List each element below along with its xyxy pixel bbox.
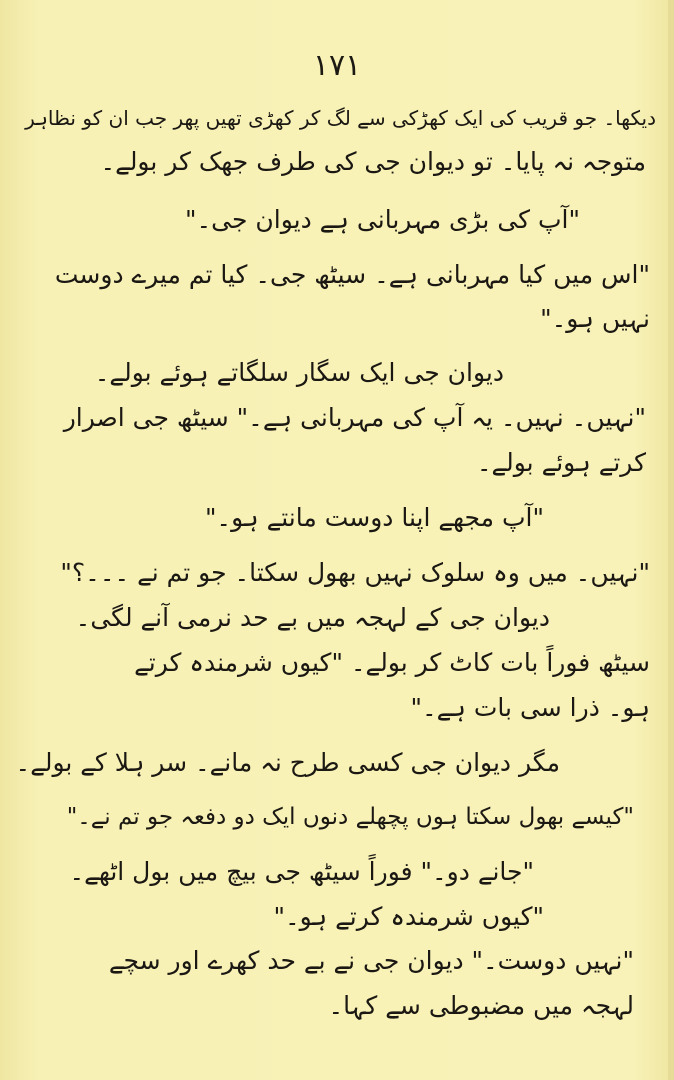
text-line-15: "کیسے بھول سکتا ہوں پچھلے دنوں ایک دو دفعہ جو تم نے۔" [66, 804, 634, 830]
text-line-16: "جانے دو۔" فوراً سیٹھ جی بیچ میں بول اٹھے۔ [69, 857, 534, 886]
text-line-17: "کیوں شرمندہ کرتے ہو۔" [273, 902, 544, 931]
text-line-14: مگر دیوان جی کسی طرح نہ مانے۔ سر ہلا کے بولے۔ [15, 748, 560, 777]
text-line-11: دیوان جی کے لہجہ میں بے حد نرمی آنے لگی۔ [75, 603, 550, 632]
text-line-3: "آپ کی بڑی مہربانی ہے دیوان جی۔" [185, 205, 580, 234]
text-line-18: "نہیں دوست۔" دیوان جی نے بے حد کھرے اور سچے [108, 946, 634, 975]
text-line-12: سیٹھ فوراً بات کاٹ کر بولے۔ "کیوں شرمندہ کرتے [134, 648, 650, 677]
text-line-10: "نہیں۔ میں وہ سلوک نہیں بھول سکتا۔ جو تم نے ۔۔۔؟" [60, 558, 650, 587]
text-line-9: "آپ مجھے اپنا دوست مانتے ہو۔" [204, 503, 544, 532]
page-number: ۱۷۱ [312, 48, 362, 83]
text-line-6: دیوان جی ایک سگار سلگاتے ہوئے بولے۔ [94, 358, 504, 387]
text-line-5: نہیں ہو۔" [540, 304, 650, 333]
text-line-19: لہجہ میں مضبوطی سے کہا۔ [328, 991, 634, 1020]
text-line-1: دیکھا۔ جو قریب کی ایک کھڑکی سے لگ کر کھڑی تھیں پھر جب ان کو نظاہر [25, 106, 656, 130]
text-line-4: "اس میں کیا مہربانی ہے۔ سیٹھ جی۔ کیا تم میرے دوست [54, 260, 650, 289]
page-edge [668, 0, 674, 1080]
text-line-13: ہو۔ ذرا سی بات ہے۔" [410, 693, 650, 722]
text-line-8: کرتے ہوئے بولے۔ [476, 448, 646, 477]
text-line-7: "نہیں۔ نہیں۔ یہ آپ کی مہربانی ہے۔" سیٹھ جی اصرار [63, 403, 646, 432]
text-line-2: متوجہ نہ پایا۔ تو دیوان جی کی طرف جھک کر بولے۔ [100, 147, 646, 176]
